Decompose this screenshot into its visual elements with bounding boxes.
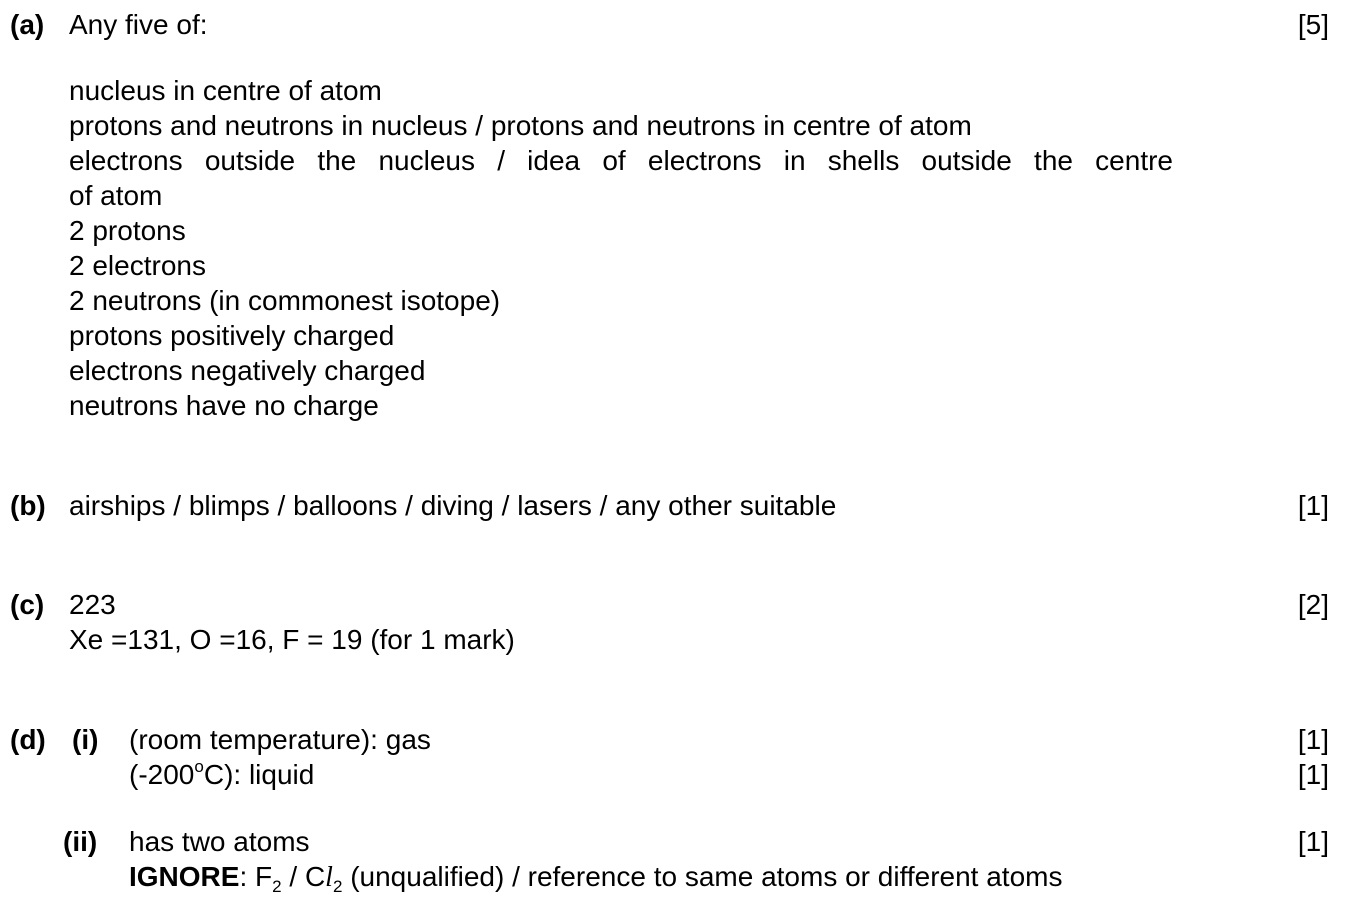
part-b-label: (b) bbox=[10, 490, 46, 521]
part-a-point-1: nucleus in centre of atom bbox=[69, 75, 382, 106]
part-a-point-7: protons positively charged bbox=[69, 320, 395, 351]
part-a-point-2: protons and neutrons in nucleus / protons and neutrons in centre of atom bbox=[69, 110, 972, 141]
degree-symbol: o bbox=[194, 757, 204, 776]
part-a-label: (a) bbox=[10, 9, 45, 40]
temp-prefix: (-200 bbox=[129, 759, 195, 790]
part-d-ii-mark: [1] bbox=[1297, 826, 1329, 857]
ignore-f: : F bbox=[239, 861, 273, 892]
part-a-point-8: electrons negatively charged bbox=[69, 355, 426, 386]
part-d-i-room-temp: (room temperature): gas bbox=[129, 724, 431, 755]
part-a-point-4: 2 protons bbox=[69, 215, 186, 246]
part-c-label: (c) bbox=[10, 589, 45, 620]
cl-l: l bbox=[325, 862, 333, 893]
part-a-intro: Any five of: bbox=[69, 9, 208, 40]
ignore-label: IGNORE bbox=[129, 861, 240, 892]
part-a-point-3-cont: of atom bbox=[69, 180, 163, 211]
temp-suffix: C): liquid bbox=[203, 759, 315, 790]
part-d-ii-label: (ii) bbox=[63, 826, 98, 857]
part-d-i-low-temp bbox=[129, 757, 314, 792]
part-a-point-9: neutrons have no charge bbox=[69, 390, 379, 421]
part-a-mark: [5] bbox=[1297, 9, 1329, 40]
part-a-point-5: 2 electrons bbox=[69, 250, 206, 281]
part-d-i-mark-2: [1] bbox=[1297, 759, 1329, 790]
part-a-point-6: 2 neutrons (in commonest isotope) bbox=[69, 285, 501, 316]
ignore-sep: / C bbox=[281, 861, 326, 892]
part-d-ii-ignore-note bbox=[129, 859, 1062, 895]
part-d-i-mark-1: [1] bbox=[1297, 724, 1329, 755]
part-c-working: Xe =131, O =16, F = 19 (for 1 mark) bbox=[69, 624, 515, 655]
ignore-rest: (unqualified) / reference to same atoms or different atoms bbox=[342, 861, 1063, 892]
part-b-mark: [1] bbox=[1297, 490, 1329, 521]
part-a-point-3: electrons outside the nucleus / idea of electrons in shells outside the centre bbox=[69, 145, 1173, 176]
part-d-i-label: (i) bbox=[72, 724, 99, 755]
cl-subscript: 2 bbox=[332, 877, 343, 896]
part-d-ii-answer: has two atoms bbox=[129, 826, 310, 857]
part-d-label: (d) bbox=[10, 724, 46, 755]
part-c-mark: [2] bbox=[1297, 589, 1329, 620]
part-b-answer: airships / blimps / balloons / diving / lasers / any other suitable bbox=[69, 490, 837, 521]
f-subscript: 2 bbox=[272, 877, 282, 896]
part-c-answer: 223 bbox=[69, 589, 116, 620]
